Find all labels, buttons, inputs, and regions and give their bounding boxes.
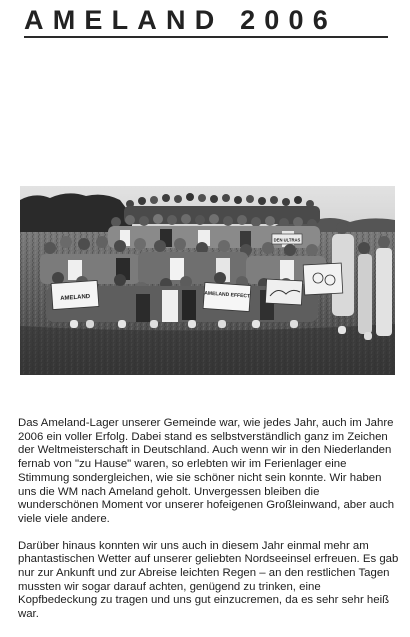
banner-right [265,279,302,305]
group-photo [20,186,395,375]
banner-text: AMELAND EFFECT [204,290,251,300]
article-paragraph: Darüber hinaus konnten wir uns auch in diesem Jahr einmal mehr am phantastischen Wetter auf unserer geliebten Nordseeinsel erfreuen. Es gab nur zur Ankunft und zur Abreise leichten Regen – an den restlichen Tagen mussten wir sogar darauf achten, genügend zu trinken, eine Kopfbedeckung zu tragen und uns gut einzucremen, da es sehr sehr heiß war. [18,539,399,621]
banner-far-right [303,263,343,295]
title-underline [24,36,388,38]
banner-ameland-effect [203,282,251,311]
banner-top-right [272,234,302,244]
page-title: AMELAND 2006 [24,5,337,35]
article-body [18,417,400,635]
banner-ameland-left [51,280,99,309]
banner-text: AMELAND [60,293,91,303]
article-paragraph: Das Ameland-Lager unserer Gemeinde war, wie jedes Jahr, auch im Jahre 2006 ein voller Erfolg. Dabei stand es selbstverständlich ganz im Zeichen der Weltmeisterschaft in Deutschland. Auch wenn wir in den Niederlanden fernab von "zu Hause" waren, so erlebten wir im Ferienlager eine Stimmung sondergleichen, wie sie schöner nicht sein konnte. Wir haben uns die WM nach Ameland geholt. Unvergessen bleiben die wunderschönen Moment vor unserer hofeigenen Großleinwand, aber auch viele viele andere. [18,417,395,525]
banner-text: DEN ULTRAS [273,237,301,243]
